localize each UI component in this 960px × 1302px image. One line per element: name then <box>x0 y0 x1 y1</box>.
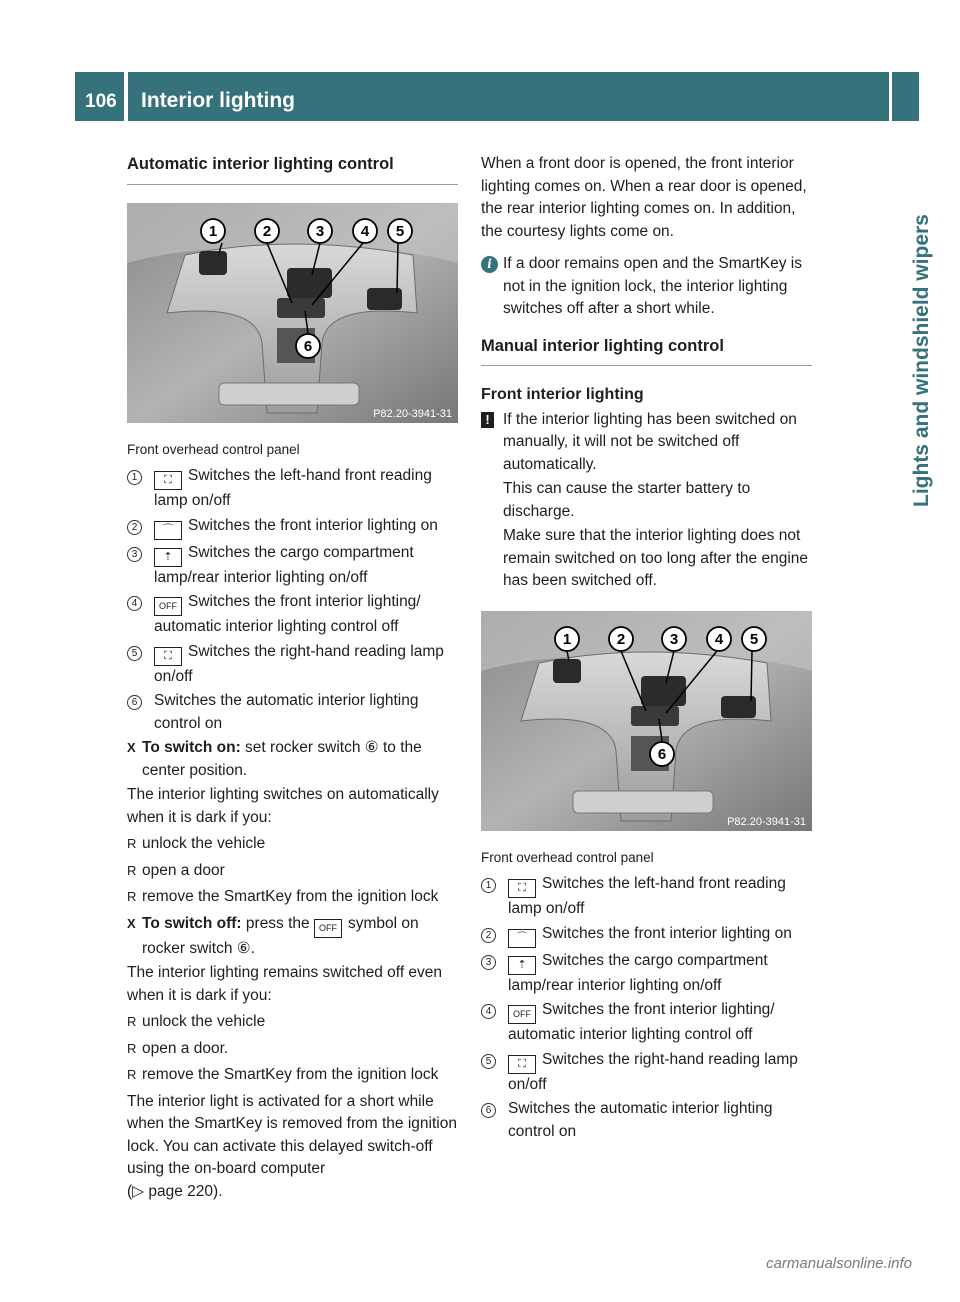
left-column <box>127 153 458 1203</box>
switch-symbol-icon: ⌒ <box>508 929 536 948</box>
switch-symbol-icon: ⌒ <box>154 521 182 540</box>
legend-number: 5 <box>127 646 142 661</box>
legend-text: Switches the left-hand front reading lamp on/off <box>154 467 432 509</box>
legend-number: 6 <box>481 1103 496 1118</box>
bullet-icon: R <box>127 862 137 878</box>
switch-symbol-icon: ⇡ <box>508 956 536 975</box>
legend-text: Switches the automatic interior lighting control on <box>154 692 419 732</box>
bullet-icon: R <box>127 1014 137 1029</box>
callout-5: 5 <box>749 630 759 648</box>
legend-text: Switches the front interior lighting on <box>542 924 792 942</box>
legend-item <box>481 1049 812 1097</box>
bullet-item: R open a door <box>127 860 458 883</box>
callout-2: 2 <box>616 630 626 648</box>
closing-paragraph <box>127 1091 458 1204</box>
page-number: 106 <box>85 91 117 112</box>
step-switch-on <box>127 737 458 782</box>
legend-number: 5 <box>481 1054 496 1069</box>
image-code: P82.20-3941-31 <box>373 407 452 420</box>
step-on-text: set rocker switch ⑥ to the center position. <box>142 739 422 779</box>
step-off-text-a: press the <box>245 914 310 932</box>
legend-text: Switches the left-hand front reading lamp on/off <box>508 875 786 917</box>
chapter-tab-label: Lights and windshield wipers <box>910 214 933 507</box>
info-note <box>481 253 812 321</box>
warning-line-3: Make sure that the interior lighting does not remain switched on too long after the engine has been switched off. <box>503 527 809 589</box>
legend-item <box>127 641 458 689</box>
door-intro: When a front door is opened, the front interior lighting comes on. When a rear door is opened, the rear interior lighting comes on. In addition, the courtesy lights come on. <box>481 155 807 240</box>
subheading-front: Front interior lighting <box>481 386 644 403</box>
warning-note <box>481 409 812 595</box>
switch-on-bullets <box>127 833 458 909</box>
legend-text: Switches the right-hand reading lamp on/off <box>154 642 444 685</box>
switch-off-bullets <box>127 1011 458 1087</box>
figure-caption: Front overhead control panel <box>127 441 300 457</box>
step-off-label: To switch off: <box>142 914 242 932</box>
legend-item <box>127 542 458 590</box>
legend-text: Switches the automatic interior lighting control on <box>508 1100 773 1140</box>
section-heading-automatic: Automatic interior lighting control <box>127 153 458 185</box>
bullet-item: R remove the SmartKey from the ignition lock <box>127 1064 458 1087</box>
right-column <box>481 153 812 1145</box>
page-title: Interior lighting <box>141 89 295 112</box>
bullet-icon: R <box>127 1067 137 1082</box>
callout-1: 1 <box>562 630 572 648</box>
legend-item <box>127 690 458 735</box>
off-symbol-icon: OFF <box>314 919 342 938</box>
legend-number: 1 <box>127 470 142 485</box>
step-switch-off <box>127 913 458 961</box>
bullet-icon: R <box>127 836 137 851</box>
page-header <box>75 72 889 121</box>
legend-number: 3 <box>481 955 496 970</box>
callout-1: 1 <box>208 222 218 240</box>
callout-2: 2 <box>262 222 272 240</box>
legend-item <box>127 515 458 540</box>
chapter-tab-block <box>892 72 919 121</box>
legend-number: 4 <box>127 596 142 611</box>
legend-number: 4 <box>481 1004 496 1019</box>
info-icon: i <box>481 253 503 321</box>
legend-number: 2 <box>481 928 496 943</box>
switch-symbol-icon: OFF <box>508 1005 536 1024</box>
step-on-label: To switch on: <box>142 739 241 756</box>
switch-symbol-icon: OFF <box>154 597 182 616</box>
legend-text: Switches the cargo compartment lamp/rear interior lighting on/off <box>154 543 414 586</box>
bullet-item: R remove the SmartKey from the ignition lock <box>127 886 458 909</box>
bullet-icon: R <box>127 889 137 904</box>
bullet-item: R open a door. <box>127 1038 458 1061</box>
legend-item <box>127 465 458 513</box>
legend-item <box>481 1098 812 1143</box>
legend-number: 6 <box>127 695 142 710</box>
legend-item <box>127 591 458 639</box>
legend-text: Switches the front interior lighting on <box>188 516 438 534</box>
page-reference[interactable]: (▷ page 220). <box>127 1182 223 1200</box>
overhead-panel-photo <box>127 203 458 423</box>
switch-off-intro: The interior lighting remains switched off even when it is dark if you: <box>127 964 443 1004</box>
callout-3: 3 <box>669 630 679 648</box>
switch-symbol-icon: ⇡ <box>154 548 182 567</box>
legend-number: 1 <box>481 878 496 893</box>
switch-symbol-icon: ⛶ <box>154 471 182 490</box>
step-arrow-icon: X <box>127 915 136 931</box>
legend-number: 3 <box>127 547 142 562</box>
callout-3: 3 <box>315 222 325 240</box>
figure-caption: Front overhead control panel <box>481 849 654 865</box>
bullet-item: R unlock the vehicle <box>127 833 458 856</box>
image-code: P82.20-3941-31 <box>727 815 806 828</box>
bullet-item: R unlock the vehicle <box>127 1011 458 1034</box>
header-divider <box>124 72 128 121</box>
step-arrow-icon: X <box>127 740 136 755</box>
callout-4: 4 <box>360 222 370 240</box>
legend-item <box>481 999 812 1047</box>
warning-line-2: This can cause the starter battery to discharge. <box>503 480 751 520</box>
switch-symbol-icon: ⛶ <box>508 1055 536 1074</box>
section-heading-manual: Manual interior lighting control <box>481 335 812 367</box>
warning-line-1: If the interior lighting has been switched on manually, it will not be switched off automatically. <box>503 410 797 473</box>
callout-4: 4 <box>714 630 724 648</box>
switch-symbol-icon: ⛶ <box>508 879 536 898</box>
legend-number: 2 <box>127 520 142 535</box>
legend-text: Switches the front interior lighting/ automatic interior lighting control off <box>154 593 421 635</box>
switch-symbol-icon: ⛶ <box>154 647 182 666</box>
legend-text: Switches the front interior lighting/ automatic interior lighting control off <box>508 1001 775 1043</box>
callout-5: 5 <box>395 222 405 240</box>
legend-item <box>481 873 812 921</box>
info-note-text: If a door remains open and the SmartKey is not in the ignition lock, the interior lighting switches off after a short while. <box>503 255 802 317</box>
legend-item <box>481 923 812 948</box>
chapter-tab <box>892 72 933 1112</box>
footer-watermark: carmanualsonline.info <box>766 1255 912 1272</box>
legend-item <box>481 950 812 998</box>
callout-6: 6 <box>657 745 667 763</box>
legend-text: Switches the cargo compartment lamp/rear interior lighting on/off <box>508 951 768 994</box>
switch-on-intro: The interior lighting switches on automatically when it is dark if you: <box>127 786 439 826</box>
legend-list <box>127 465 458 735</box>
bullet-icon: R <box>127 1040 137 1056</box>
legend-list <box>481 873 812 1143</box>
warning-icon: ! <box>481 409 503 595</box>
legend-text: Switches the right-hand reading lamp on/off <box>508 1050 798 1093</box>
closing-text: The interior light is activated for a short while when the SmartKey is removed from the ignition lock. You can activate this delayed switch-off using the on-board computer <box>127 1092 457 1177</box>
callout-6: 6 <box>303 337 313 355</box>
step-off-text-b: symbol on rocker switch ⑥. <box>142 914 419 957</box>
overhead-panel-photo <box>481 611 812 831</box>
